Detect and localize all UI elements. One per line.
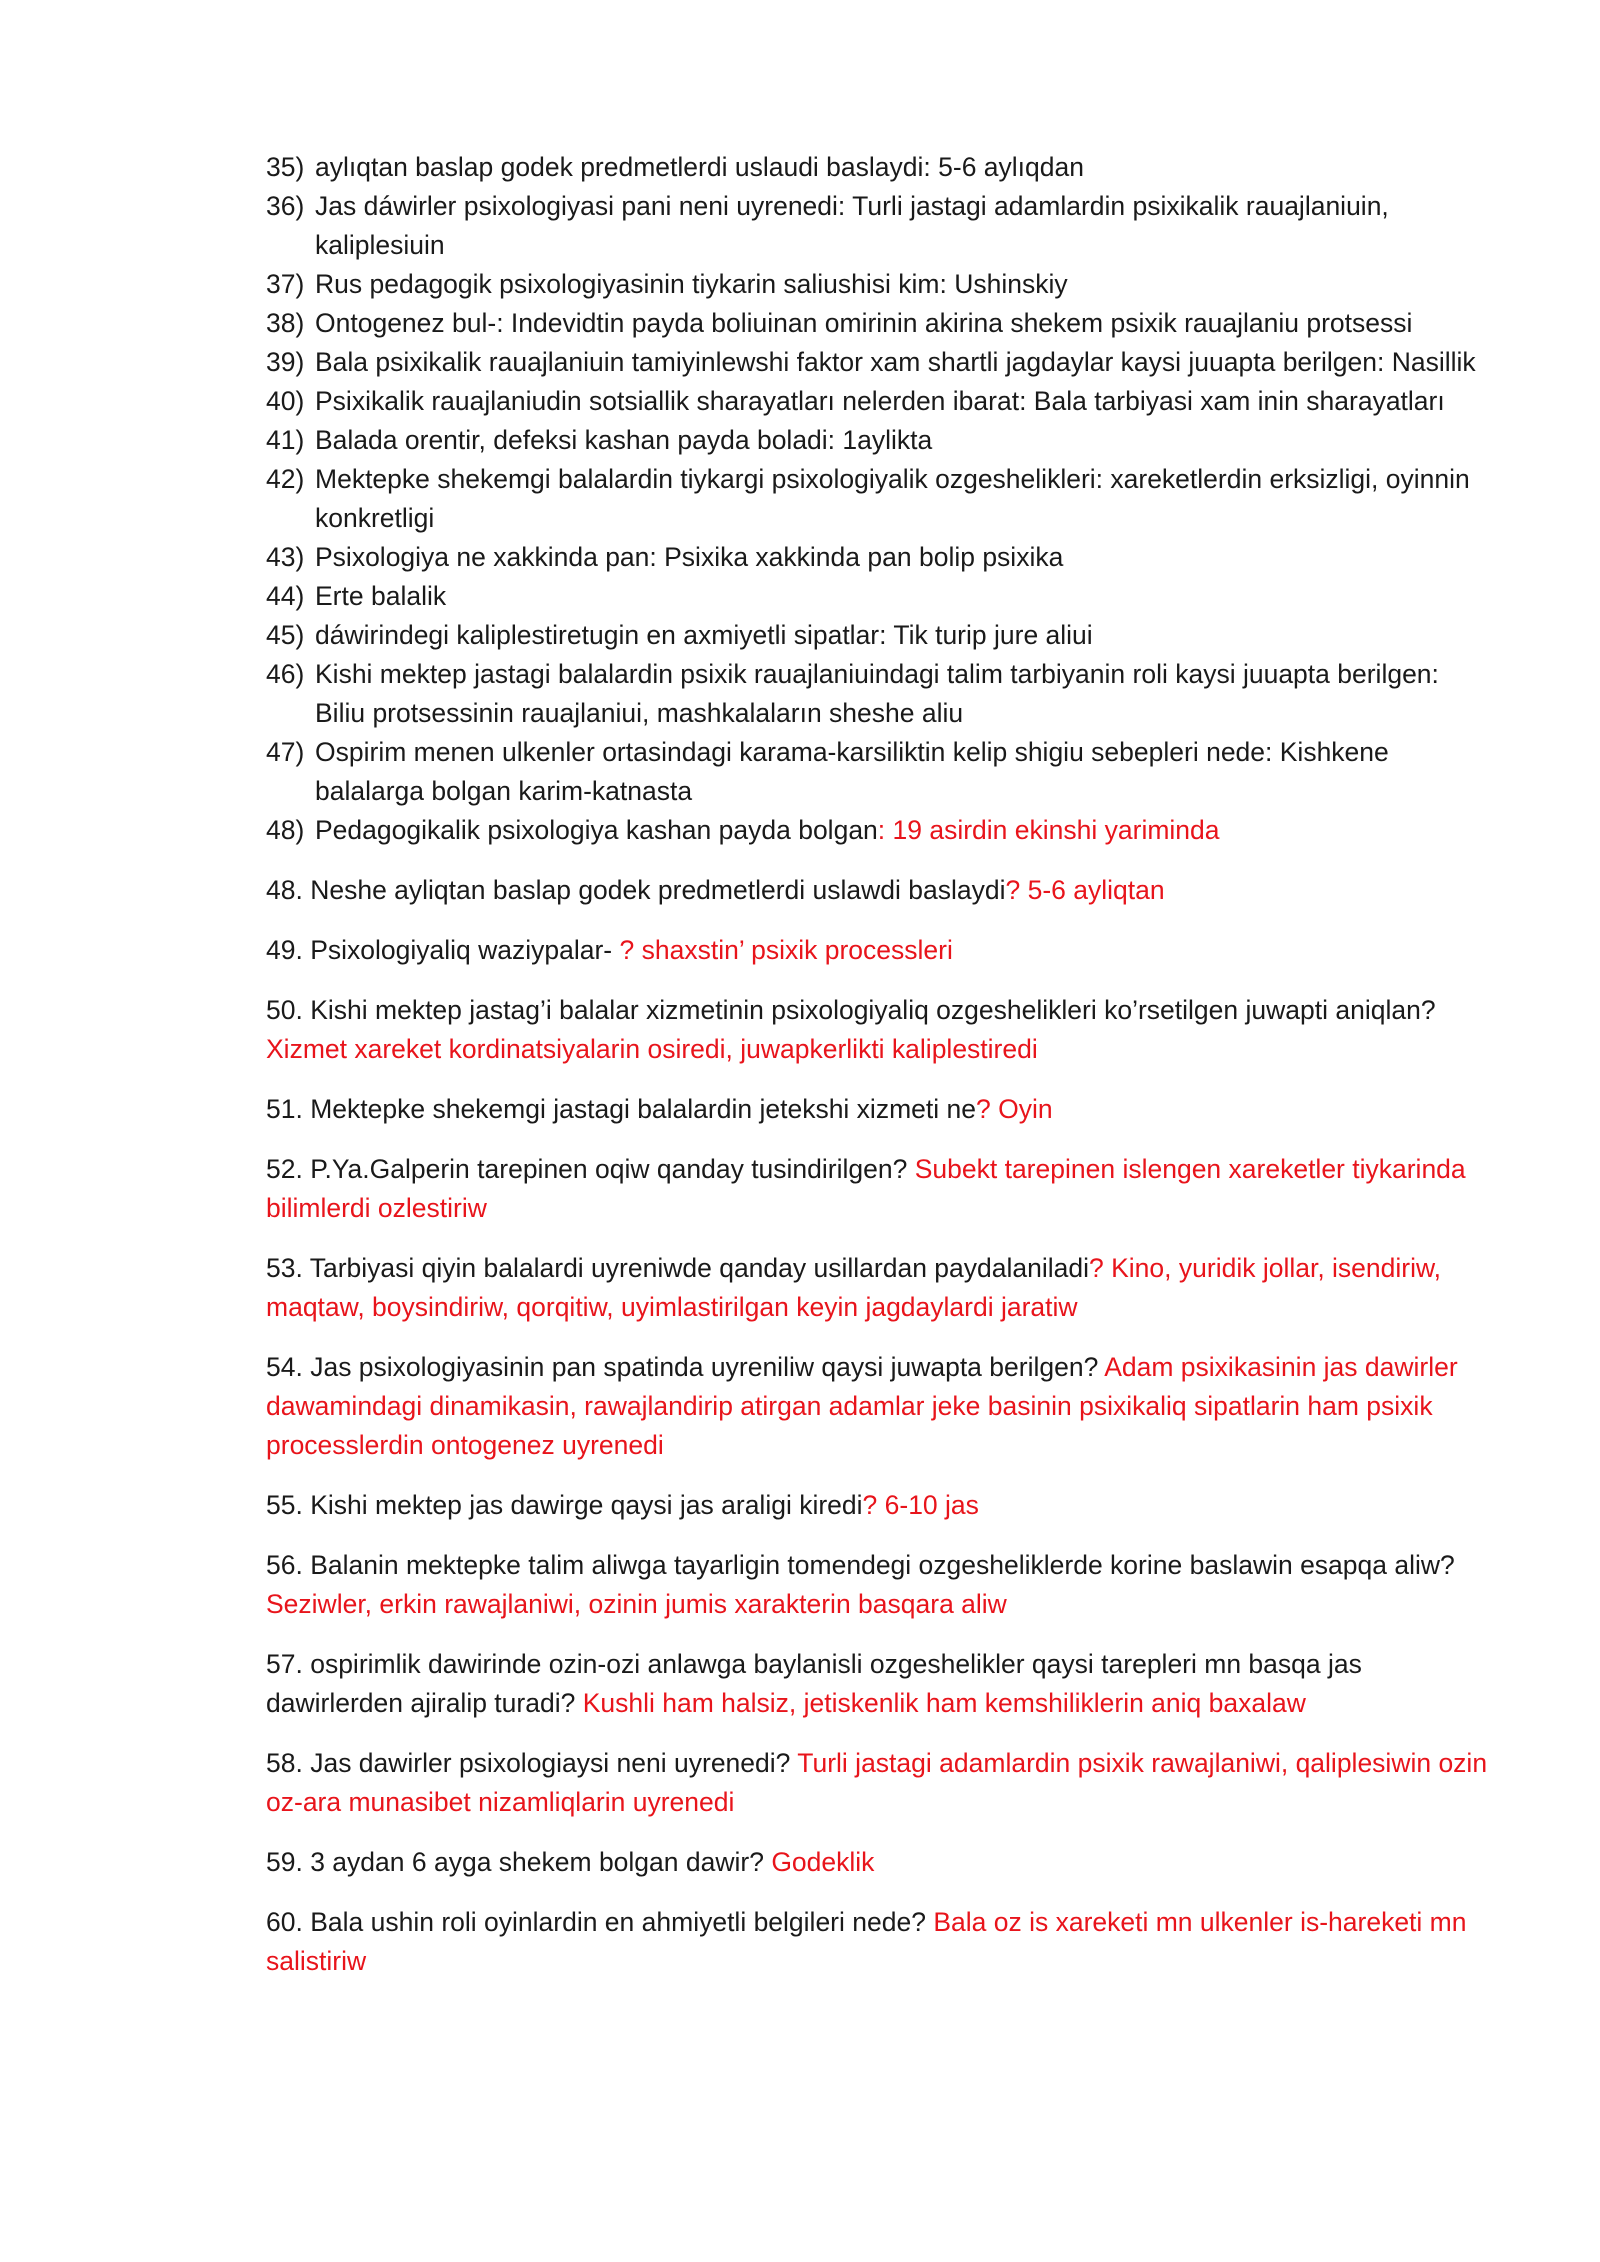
answer-text: Bala oz is xareketi mn ulkenler is-hareketi mn salistiriw xyxy=(266,1907,1467,1976)
item-number: 38) xyxy=(266,308,305,338)
item-number: 39) xyxy=(266,347,305,377)
list-item xyxy=(266,577,1496,616)
question-text: 57. ospirimlik dawirinde ozin-ozi anlawga baylanisli ozgeshelikler qaysi tarepleri mn basqa jas dawirlerden ajiralip turadi? xyxy=(266,1649,1362,1718)
item-text: Erte balalik xyxy=(315,581,447,611)
answer-text: ? shaxstin’ psixik processleri xyxy=(619,935,953,965)
item-text: Balada orentir, defeksi kashan payda boladi: 1aylikta xyxy=(315,425,933,455)
answer-text: Seziwler, erkin rawajlaniwi, ozinin jumis xarakterin basqara aliw xyxy=(266,1589,1007,1619)
question-text: 52. P.Ya.Galperin tarepinen oqiw qanday tusindirilgen? xyxy=(266,1154,915,1184)
question-text: 48. Neshe ayliqtan baslap godek predmetlerdi uslawdi baslaydi xyxy=(266,875,1006,905)
item-text: aylıqtan baslap godek predmetlerdi uslaudi baslaydi: 5-6 aylıqdan xyxy=(315,152,1084,182)
item-text: Kishi mektep jastagi balalardin psixik rauajlaniuindagi talim tarbiyanin roli kaysi juuapta berilgen: Biliu protsessinin rauajlaniui, mashkalaların sheshe aliu xyxy=(315,659,1439,728)
list-item xyxy=(266,538,1496,577)
question-text: 53. Tarbiyasi qiyin balalardi uyreniwde qanday usillardan paydalaniladi xyxy=(266,1253,1090,1283)
list-item xyxy=(266,343,1496,382)
answer-text: Godeklik xyxy=(771,1847,875,1877)
item-text: Rus pedagogik psixologiyasinin tiykarin saliushisi kim: Ushinskiy xyxy=(315,269,1068,299)
question-paragraph xyxy=(266,1843,1496,1882)
list-item xyxy=(266,460,1496,538)
list-item xyxy=(266,304,1496,343)
question-text: 60. Bala ushin roli oyinlardin en ahmiyetli belgileri nede? xyxy=(266,1907,934,1937)
item-number: 40) xyxy=(266,386,305,416)
answer-text: Xizmet xareket kordinatsiyalarin osiredi, juwapkerlikti kaliplestiredi xyxy=(266,1034,1038,1064)
list-item xyxy=(266,733,1496,811)
answer-text: ? Kino, yuridik jollar, isendiriw, maqtaw, boysindiriw, qorqitiw, uyimlastirilgan keyin jagdaylardi jaratiw xyxy=(266,1253,1442,1322)
question-text: 56. Balanin mektepke talim aliwga tayarligin tomendegi ozgesheliklerde korine baslawin esapqa aliw? xyxy=(266,1550,1455,1580)
question-paragraph xyxy=(266,1090,1496,1129)
item-number: 44) xyxy=(266,581,305,611)
item-text: Mektepke shekemgi balalardin tiykargi psixologiyalik ozgeshelikleri: xareketlerdin erksizligi, oyinnin konkretligi xyxy=(315,464,1470,533)
question-paragraph xyxy=(266,1645,1496,1723)
item-text: Psixikalik rauajlaniudin sotsiallik sharayatları nelerden ibarat: Bala tarbiyasi xam inin sharayatları xyxy=(315,386,1445,416)
list-item xyxy=(266,655,1496,733)
item-number: 46) xyxy=(266,659,305,689)
item-number: 47) xyxy=(266,737,305,767)
list-item xyxy=(266,187,1496,265)
question-paragraph xyxy=(266,931,1496,970)
question-text: 58. Jas dawirler psixologiaysi neni uyrenedi? xyxy=(266,1748,798,1778)
answer-text: Kushli ham halsiz, jetiskenlik ham kemshiliklerin aniq baxalaw xyxy=(582,1688,1306,1718)
answer-text: Turli jastagi adamlardin psixik rawajlaniwi, qaliplesiwin ozin oz-ara munasibet nizamliqlarin uyrenedi xyxy=(266,1748,1488,1817)
item-text: Psixologiya ne xakkinda pan: Psixika xakkinda pan bolip psixika xyxy=(315,542,1064,572)
question-paragraph xyxy=(266,1249,1496,1327)
item-text: Pedagogikalik psixologiya kashan payda bolgan xyxy=(315,815,878,845)
list-item xyxy=(266,616,1496,655)
item-number: 48) xyxy=(266,815,305,845)
item-number: 41) xyxy=(266,425,305,455)
item-text: Ontogenez bul-: Indevidtin payda boliuinan omirinin akirina shekem psixik rauajlaniu protsessi xyxy=(315,308,1413,338)
item-text: Ospirim menen ulkenler ortasindagi karama-karsiliktin kelip shigiu sebepleri nede: Kishkene balalarga bolgan karim-katnasta xyxy=(315,737,1389,806)
question-text: 59. 3 aydan 6 ayga shekem bolgan dawir? xyxy=(266,1847,772,1877)
item-number: 35) xyxy=(266,152,305,182)
answer-text: ? 6-10 jas xyxy=(862,1490,979,1520)
question-paragraph xyxy=(266,871,1496,910)
numbered-question-list xyxy=(266,148,1496,850)
question-text: 55. Kishi mektep jas dawirge qaysi jas araligi kiredi xyxy=(266,1490,863,1520)
question-paragraph xyxy=(266,1486,1496,1525)
answer-text: Subekt tarepinen islengen xareketler tiykarinda bilimlerdi ozlestiriw xyxy=(266,1154,1466,1223)
list-item xyxy=(266,148,1496,187)
item-number: 36) xyxy=(266,191,305,221)
question-paragraph xyxy=(266,1546,1496,1624)
question-paragraph xyxy=(266,991,1496,1069)
item-number: 42) xyxy=(266,464,305,494)
answer-text: Adam psixikasinin jas dawirler dawamindagi dinamikasin, rawajlandirip atirgan adamlar jeke basinin psixikaliq sipatlarin ham psixik processlerdin ontogenez uyrenedi xyxy=(266,1352,1458,1460)
list-item xyxy=(266,382,1496,421)
list-item xyxy=(266,265,1496,304)
item-number: 37) xyxy=(266,269,305,299)
item-number: 43) xyxy=(266,542,305,572)
question-paragraph xyxy=(266,1903,1496,1981)
item-text: Jas dáwirler psixologiyasi pani neni uyrenedi: Turli jastagi adamlardin psixikalik rauajlaniuin, kaliplesiuin xyxy=(315,191,1389,260)
answer-text: : 19 asirdin ekinshi yariminda xyxy=(877,815,1220,845)
question-text: 51. Mektepke shekemgi jastagi balalardin jetekshi xizmeti ne xyxy=(266,1094,976,1124)
document-page xyxy=(266,148,1496,1981)
list-item xyxy=(266,421,1496,460)
question-paragraph xyxy=(266,1744,1496,1822)
question-paragraph xyxy=(266,1150,1496,1228)
question-text: 49. Psixologiyaliq waziypalar- xyxy=(266,935,620,965)
item-text: dáwirindegi kaliplestiretugin en axmiyetli sipatlar: Tik turip jure aliui xyxy=(315,620,1093,650)
item-number: 45) xyxy=(266,620,305,650)
question-paragraph xyxy=(266,1348,1496,1465)
answer-text: ? Oyin xyxy=(975,1094,1053,1124)
list-item xyxy=(266,811,1496,850)
question-text: 54. Jas psixologiyasinin pan spatinda uyreniliw qaysi juwapta berilgen? xyxy=(266,1352,1105,1382)
question-text: 50. Kishi mektep jastag’i balalar xizmetinin psixologiyaliq ozgeshelikleri ko’rsetilgen juwapti aniqlan? xyxy=(266,995,1436,1025)
item-text: Bala psixikalik rauajlaniuin tamiyinlewshi faktor xam shartli jagdaylar kaysi juuapta berilgen: Nasillik xyxy=(315,347,1476,377)
answer-text: ? 5-6 ayliqtan xyxy=(1005,875,1165,905)
